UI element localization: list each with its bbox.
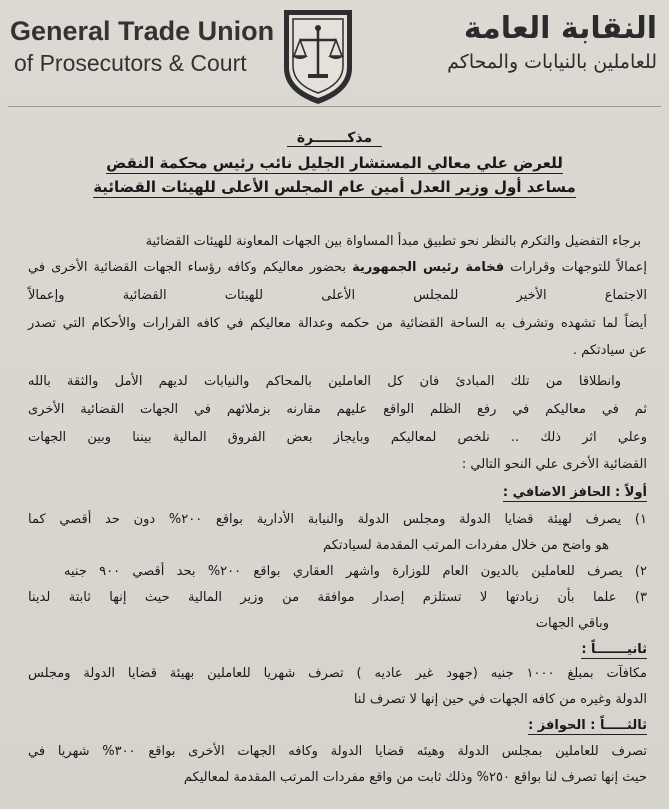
arabic-union-subtitle: للعاملين بالنيابات والمحاكم [447,51,657,73]
english-union-subtitle: of Prosecutors & Court [14,50,247,76]
arabic-letterhead [387,10,657,76]
union-emblem-logo [278,4,358,106]
memo-title: مذكـــــــرة [0,130,669,146]
paragraph-line: تصرف للعاملين بمجلس الدولة وهيئه قضايا الدولة وكافه الجهات الأخرى بواقع ٣٠٠% شهريا في [28,744,647,759]
paragraph-line: ثم في معاليكم في رفع الظلم الواقع عليهم مقارنه بزملائهم في الجهات القضائية الأخرى [28,402,647,417]
paragraph-line: القضائية الأخرى علي النحو التالي : [461,457,647,472]
memo-addressee-line1: للعرض علي معالي المستشار الجليل نائب رئيس محكمة النقض [106,154,563,172]
president-title: فخامة رئيس الجمهورية [352,260,505,275]
list-item: ٢) يصرف للعاملين بالديون العام للوزارة واشهر العقاري بواقع ٢٠٠% بحد أقصي ٩٠٠ جنيه [64,564,647,579]
paragraph-line: وعلي اثر ذلك .. نلخص لمعاليكم وبايجاز بعض الفروق المالية بيننا وبين الجهات [28,430,647,445]
list-item: ٣) علما بأن زيادتها لا تستلزم إصدار موافقة من وزير المالية حيث إنها ثابتة لدينا [28,590,647,605]
section-heading-first: أولاً : الحافز الاضافي : [502,485,647,500]
paragraph-line: برجاء التفضيل والتكرم بالنظر نحو تطبيق مبدأ المساواة بين الجهات المعاونة للهيئات القضائية [145,234,641,249]
section-heading-second: ثانيـــــــاً : [581,642,647,657]
list-item: ١) يصرف لهيئة قضايا الدولة ومجلس الدولة والنيابة الأدارية بواقع ٢٠٠% دون حد أقصي كما [28,512,647,527]
header-divider [8,106,661,107]
paragraph-line: الاجتماع الأخير للمجلس الأعلى للهيئات القضائية وإعمالاً [28,288,647,303]
section-heading-third: ثالثـــــاً : الحوافز : [528,718,647,733]
paragraph-line: حيث إنها تصرف لنا بواقع ٢٥٠% وذلك ثابت من واقع مفردات المرتب المقدمة لمعاليكم [183,770,647,785]
list-item-continuation: هو واضح من خلال مفردات المرتب المقدمة لسيادتكم [322,538,609,553]
paragraph-line: أيضاً لما تشهده وتشرف به الساحة القضائية من حكمه وعدالة معاليكم في كافه القرارات والأحكام التي تصدر [28,316,647,331]
memo-addressee-line2: مساعد أول وزير العدل أمين عام المجلس الأعلى للهيئات القضائية [93,178,576,196]
paragraph-line: عن سيادتكم . [572,343,647,358]
english-letterhead [10,14,275,78]
english-union-name: General Trade Union [10,16,275,46]
paragraph-line: إعمالاً للتوجهات وقرارات فخامة رئيس الجمهورية بحضور معاليكم وكافه رؤساء الجهات القضائية الأخرى في [28,260,648,275]
paragraph-line: مكافآت بمبلغ ١٠٠٠ جنيه (جهود غير عاديه ) تصرف شهريا للعاملين بهيئة قضايا الدولة ومجلس [28,666,648,681]
paragraph-line: الدولة وغيره من كافه الجهات في حين إنها لا تصرف لنا [353,692,647,707]
arabic-union-name: النقابة العامة [463,11,657,46]
list-item-continuation: وباقي الجهات [535,616,609,631]
paragraph-line: وانطلاقا من تلك المبادئ فان كل العاملين بالمحاكم والنيابات لديهم الأمل والثقة بالله [28,374,621,389]
